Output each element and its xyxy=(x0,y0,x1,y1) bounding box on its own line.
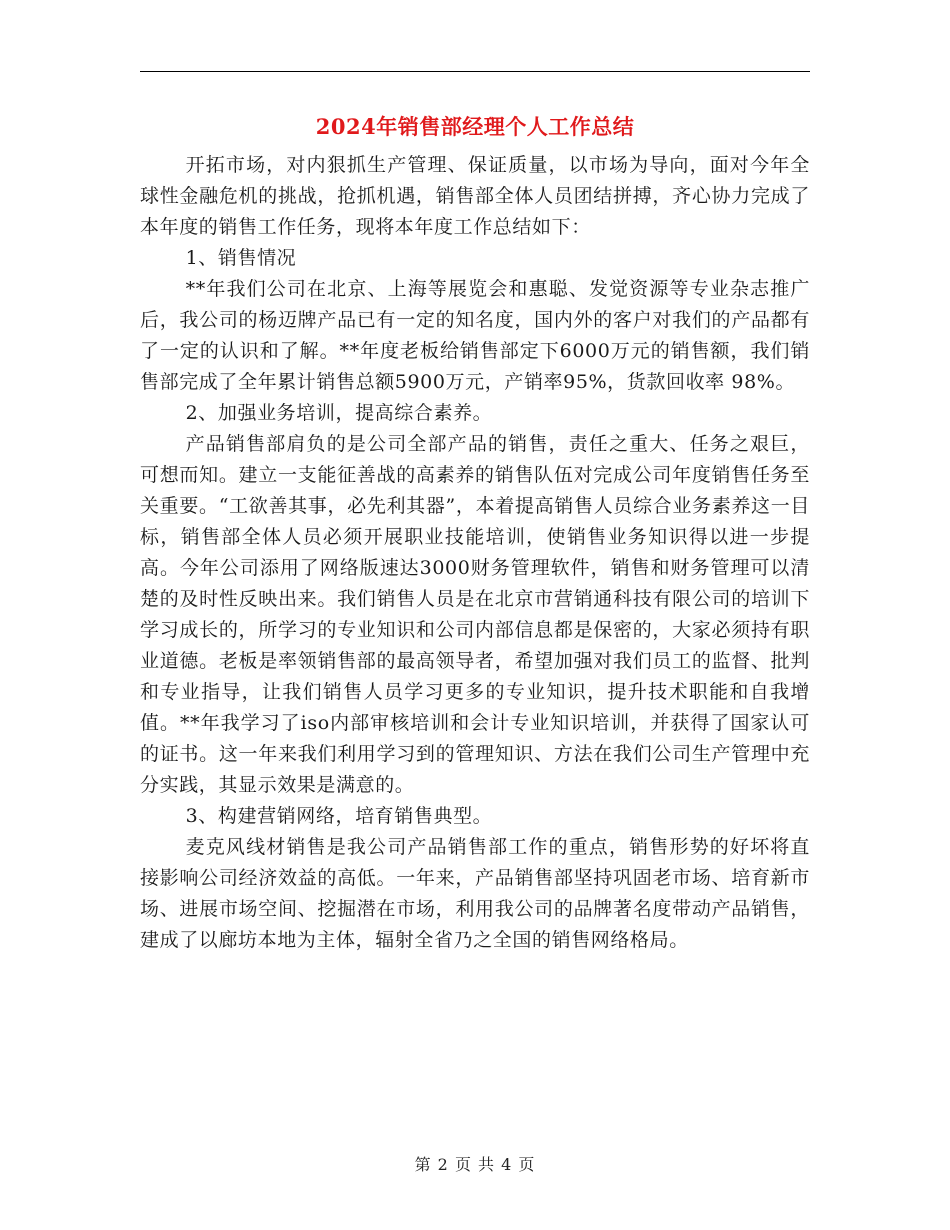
document-body xyxy=(140,150,810,956)
header-rule xyxy=(140,71,810,72)
page-number-footer: 第 2 页 共 4 页 xyxy=(414,1155,536,1174)
training-paragraph: 产品销售部肩负的是公司全部产品的销售，责任之重大、任务之艰巨，可想而知。建立一支能征善战的高素养的销售队伍对完成公司年度销售任务至关重要。“工欲善其事，必先利其器”，本着提高销售人员综合业务素养这一目标，销售部全体人员必须开展职业技能培训，使销售业务知识得以进一步提高。今年公司添用了网络版速达3000财务管理软件，销售和财务管理可以清楚的及时性反映出来。我们销售人员是在北京市营销通科技有限公司的培训下学习成长的，所学习的专业知识和公司内部信息都是保密的，大家必须持有职业道德。老板是率领销售部的最高领导者，希望加强对我们员工的监督、批判和专业指导，让我们销售人员学习更多的专业知识，提升技术职能和自我增值。**年我学习了iso内部审核培训和会计专业知识培训，并获得了国家认可的证书。这一年来我们利用学习到的管理知识、方法在我们公司生产管理中充分实践，其显示效果是满意的。 xyxy=(140,433,810,796)
section-heading-sales: 1、销售情况 xyxy=(185,247,297,269)
network-paragraph: 麦克风线材销售是我公司产品销售部工作的重点，销售形势的好坏将直接影响公司经济效益的高低。一年来，产品销售部坚持巩固老市场、培育新市场、进展市场空间、挖掘潜在市场，利用我公司的品牌著名度带动产品销售，建成了以廊坊本地为主体，辐射全省乃之全国的销售网络格局。 xyxy=(140,836,810,951)
section-heading-network: 3、构建营销网络，培育销售典型。 xyxy=(185,805,493,827)
document-title: 2024年销售部经理个人工作总结 xyxy=(315,114,635,139)
intro-paragraph: 开拓市场，对内狠抓生产管理、保证质量，以市场为导向，面对今年全球性金融危机的挑战，抢抓机遇，销售部全体人员团结拼搏，齐心协力完成了本年度的销售工作任务，现将本年度工作总结如下： xyxy=(140,154,810,238)
section-heading-training: 2、加强业务培训，提高综合素养。 xyxy=(185,402,493,424)
sales-paragraph: **年我们公司在北京、上海等展览会和惠聪、发觉资源等专业杂志推广后，我公司的杨迈牌产品已有一定的知名度，国内外的客户对我们的产品都有了一定的认识和了解。**年度老板给销售部定下6000万元的销售额，我们销售部完成了全年累计销售总额5900万元，产销率95%，货款回收率 98%。 xyxy=(140,278,810,393)
